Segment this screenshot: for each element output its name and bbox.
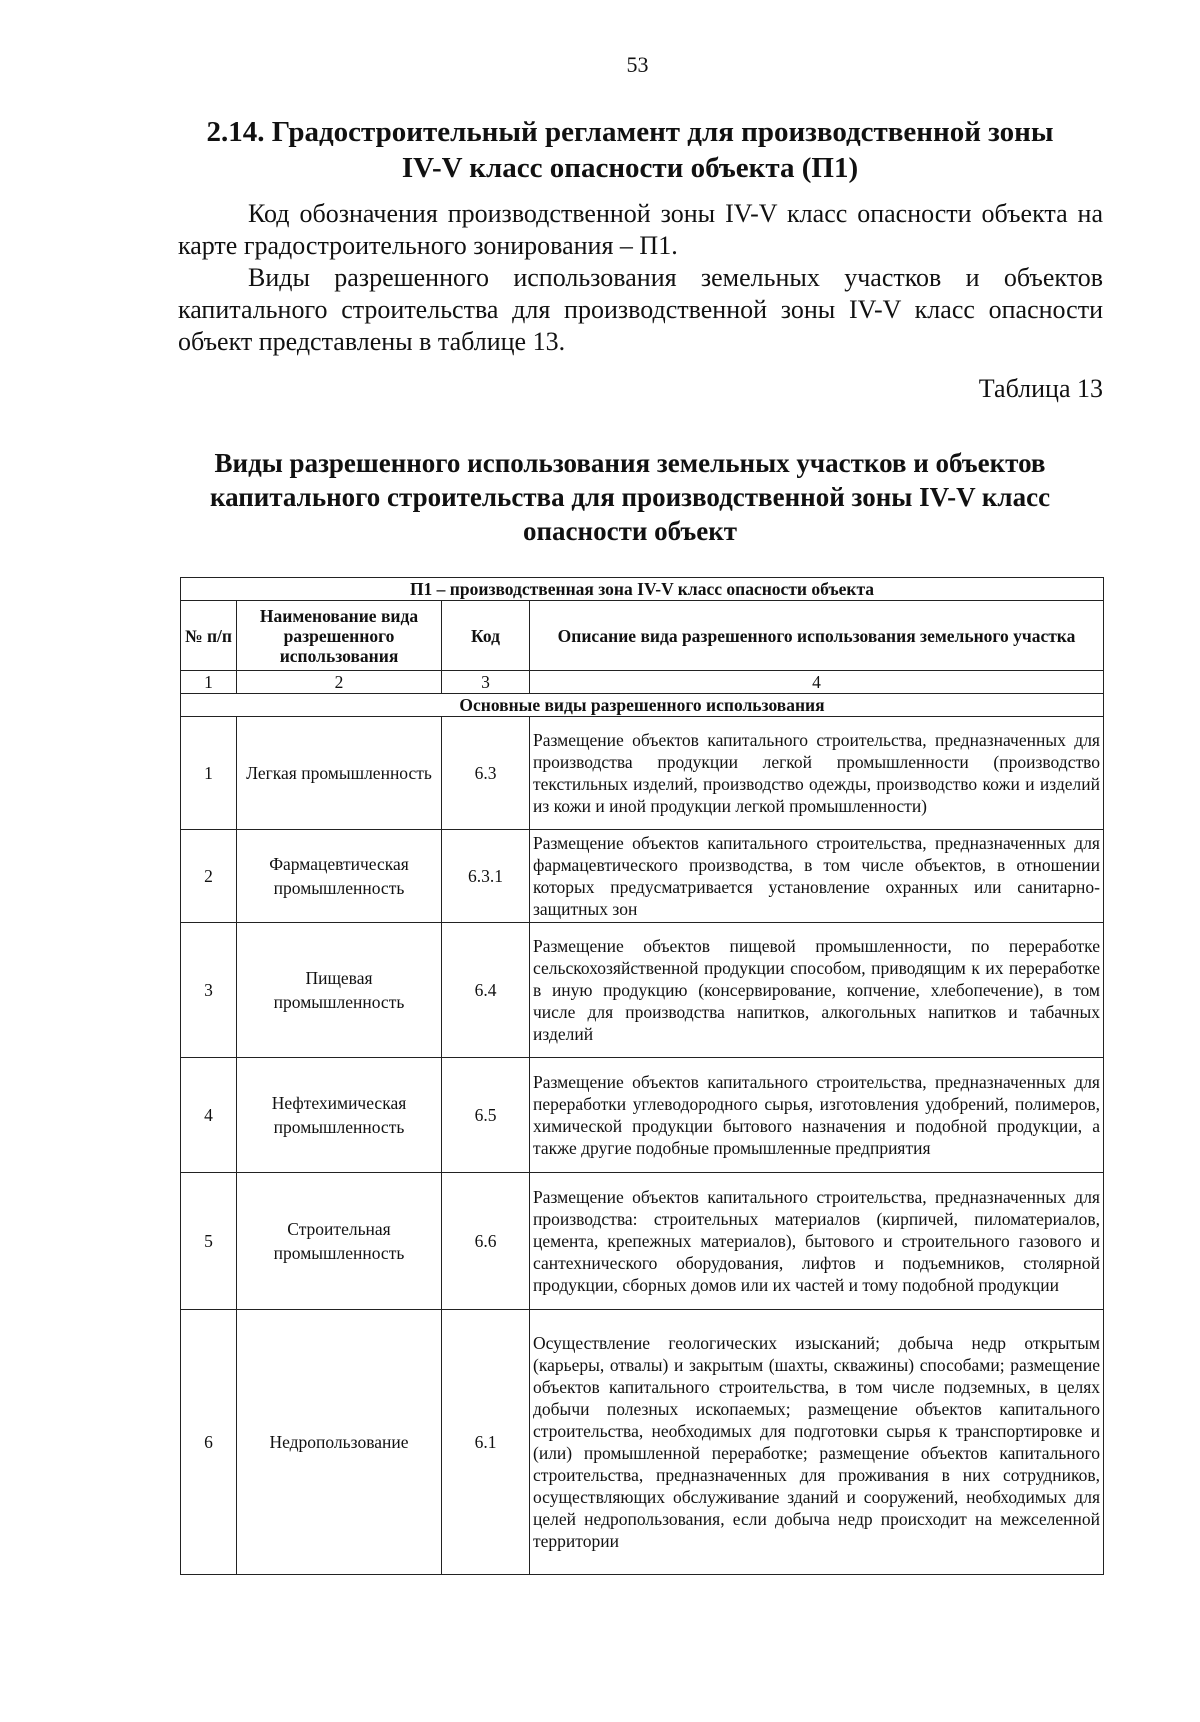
row-name: Фармацевтическая промышленность: [237, 830, 442, 923]
row-num: 3: [181, 923, 237, 1058]
table-title-line-3: опасности объект: [522, 516, 738, 546]
column-number: 2: [237, 671, 442, 694]
row-code: 6.6: [442, 1173, 530, 1310]
row-code: 6.3.1: [442, 830, 530, 923]
column-number: 4: [530, 671, 1104, 694]
table-title-line-2: капитального строительства для производственной зоны IV-V класс: [209, 482, 1051, 512]
section-heading-line-2: IV-V класс опасности объекта (П1): [401, 152, 859, 184]
table-row: [181, 1173, 1104, 1310]
paragraph-zone-code: [178, 198, 1103, 262]
row-description: Осуществление геологических изысканий; добыча недр открытым (карьеры, отвалы) и закрытым (шахты, скважины) способами; размещение объектов капитального строительства, в том числе подземных, в целях добычи полезных ископаемых; размещение объектов капитального строительства, необходимых для подготовки сырья к транспортировке и (или) промышленной переработке; размещение объектов капитального строительства, предназначенных для проживания в них сотрудников, осуществляющих обслуживание зданий и сооружений, необходимых для целей недропользования, если добыча недр происходит на межселенной территории: [530, 1310, 1104, 1575]
header-num: № п/п: [181, 601, 237, 671]
row-num: 6: [181, 1310, 237, 1575]
column-number: 1: [181, 671, 237, 694]
row-num: 5: [181, 1173, 237, 1310]
row-description: Размещение объектов капитального строительства, предназначенных для фармацевтического производства, в том числе объектов, в отношении которых предусматривается установление охранных или санитарно-защитных зон: [530, 830, 1104, 923]
row-name: Нефтехимическая промышленность: [237, 1058, 442, 1173]
paragraph-usage-types: [178, 262, 1103, 358]
paragraph-text: Виды разрешенного использования земельных участков и объектов капитального строительства для производственной зоны IV-V класс опасности объект представлены в таблице 13.: [178, 263, 1103, 356]
table-row: [181, 1310, 1104, 1575]
row-description: Размещение объектов капитального строительства, предназначенных для переработки углеводородного сырья, изготовления удобрений, полимеров, химической продукции бытового назначения и подобной продукции, а также другие подобные промышленные предприятия: [530, 1058, 1104, 1173]
row-description: Размещение объектов капитального строительства, предназначенных для производства: строительных материалов (кирпичей, пиломатериалов, цемента, крепежных материалов), бытового и строительного газового и сантехнического оборудования, лифтов и подъемников, столярной продукции, сборных домов или их частей и тому подобной продукции: [530, 1173, 1104, 1310]
table-title: [180, 446, 1080, 548]
row-name: Легкая промышленность: [237, 717, 442, 830]
table-label: Таблица 13: [978, 374, 1103, 403]
zone-title-cell: П1 – производственная зона IV-V класс опасности объекта: [181, 578, 1104, 601]
section-heading: [180, 114, 1080, 186]
page-number: 53: [626, 52, 649, 77]
row-num: 2: [181, 830, 237, 923]
table-row: [181, 717, 1104, 830]
table-row: [181, 830, 1104, 923]
row-code: 6.4: [442, 923, 530, 1058]
section-heading-line-1: 2.14. Градостроительный регламент для производственной зоны: [206, 116, 1054, 148]
table-title-line-1: Виды разрешенного использования земельных участков и объектов: [214, 448, 1046, 478]
table-row: [181, 1058, 1104, 1173]
header-code: Код: [442, 601, 530, 671]
row-code: 6.5: [442, 1058, 530, 1173]
paragraph-text: Код обозначения производственной зоны IV-V класс опасности объекта на карте градостроительного зонирования – П1.: [178, 199, 1103, 260]
header-name: Наименование вида разрешенного использования: [237, 601, 442, 671]
row-name: Недропользование: [237, 1310, 442, 1575]
header-description: Описание вида разрешенного использования земельного участка: [530, 601, 1104, 671]
row-description: Размещение объектов капитального строительства, предназначенных для производства продукции легкой промышленности (производство текстильных изделий, производство одежды, производство кожи и изделий из кожи и иной продукции легкой промышленности): [530, 717, 1104, 830]
row-code: 6.1: [442, 1310, 530, 1575]
section-title-cell: Основные виды разрешенного использования: [181, 694, 1104, 717]
row-name: Пищевая промышленность: [237, 923, 442, 1058]
land-use-table: [180, 577, 1104, 1575]
row-code: 6.3: [442, 717, 530, 830]
row-num: 1: [181, 717, 237, 830]
table-row: [181, 923, 1104, 1058]
row-name: Строительная промышленность: [237, 1173, 442, 1310]
row-num: 4: [181, 1058, 237, 1173]
row-description: Размещение объектов пищевой промышленности, по переработке сельскохозяйственной продукции способом, приводящим к их переработке в иную продукцию (консервирование, копчение, хлебопечение), в том числе для производства напитков, алкогольных напитков и табачных изделий: [530, 923, 1104, 1058]
column-number: 3: [442, 671, 530, 694]
